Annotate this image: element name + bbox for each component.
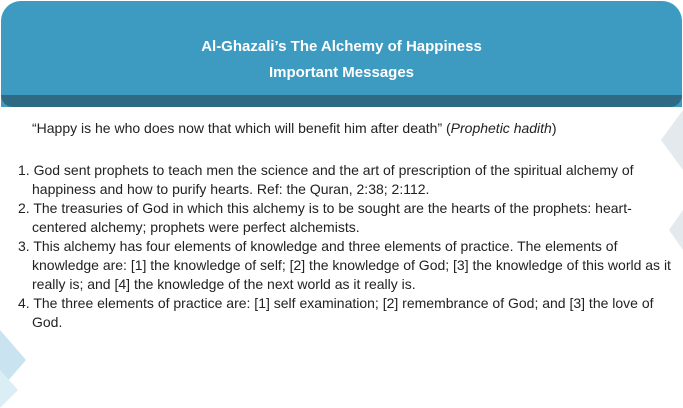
banner-accent-bar (1, 95, 682, 107)
list-item: 3. This alchemy has four elements of knowledge and three elements of practice. The elements of knowledge are: [1] the knowledge of self; [2] the knowledge of God; [3] the knowledge of this world as it really is; and [4] the knowledge of the next world as it really is. (18, 238, 671, 292)
list-item: 2. The treasuries of God in which this alchemy is to be sought are the hearts of the prophets: heart-centered alchemy; prophets were perfect alchemists. (18, 200, 632, 235)
list-item: 1. God sent prophets to teach men the science and the art of prescription of the spiritual alchemy of happiness and how to purify hearts. Ref: the Quran, 2:38; 2:112. (18, 162, 634, 197)
quote-source: Prophetic hadith (450, 120, 552, 136)
list-item: 4. The three elements of practice are: [1] self examination; [2] remembrance of God; and [3] the love of God. (18, 295, 654, 330)
quote-close: ) (551, 120, 557, 136)
banner-title: Al-Ghazali’s The Alchemy of Happiness (201, 38, 482, 55)
quote-text: “Happy is he who does now that which will benefit him after death” ( (32, 120, 451, 136)
banner-subtitle: Important Messages (268, 64, 415, 81)
message-list (18, 161, 673, 332)
quote (32, 120, 557, 136)
title-banner (1, 1, 682, 107)
